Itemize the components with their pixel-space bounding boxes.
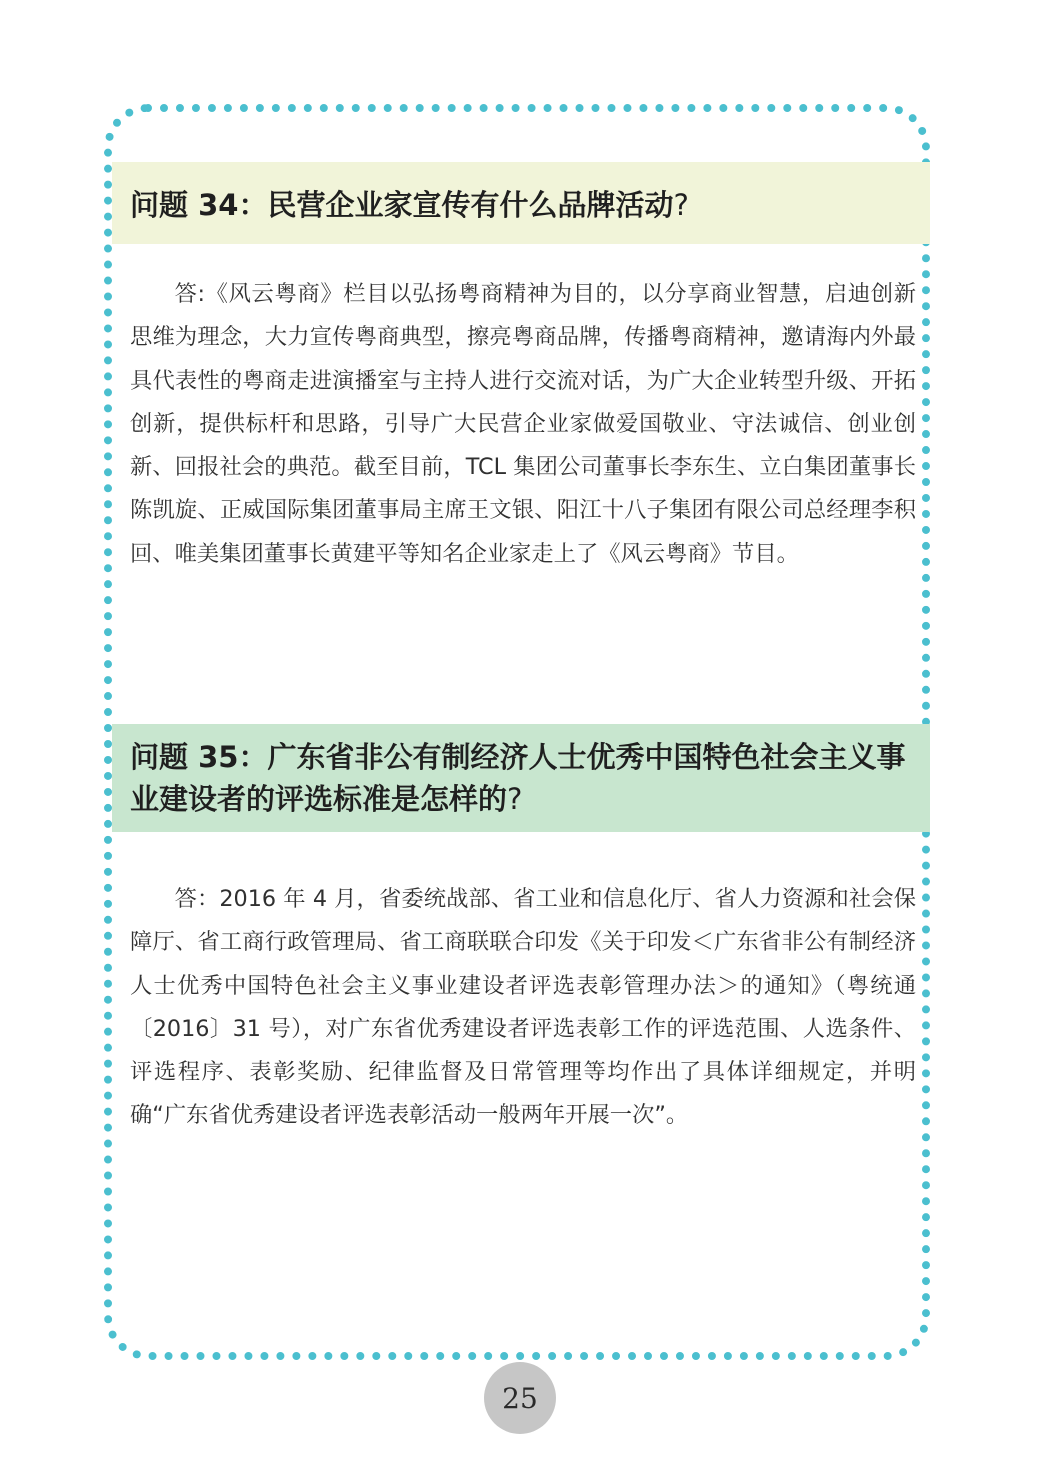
answer-34-text: 答:《风云粤商》栏目以弘扬粤商精神为目的，以分享商业智慧，启迪创新思维为理念，大力宣传粤商典型，擦亮粤商品牌，传播粤商精神，邀请海内外最具代表性的粤商走进演播室与主持人进行交流对话，为广大企业转型升级、开拓创新，提供标杆和思路，引导广大民营企业家做爱国敬业、守法诚信、创业创新、回报社会的典范。截至目前，TCL 集团公司董事长李东生、立白集团董事长陈凯旋、正威国际集团董事局主席王文银、阳江十八子集团有限公司总经理李积回、唯美集团董事长黄建平等知名企业家走上了《风云粤商》节目。 [130, 281, 916, 567]
question-35-title: 问题 35：广东省非公有制经济人士优秀中国特色社会主义事业建设者的评选标准是怎样的 [130, 740, 906, 816]
question-34-mark: ? [673, 187, 689, 222]
answer-35-text: 答：2016 年 4 月，省委统战部、省工业和信息化厅、省人力资源和社会保障厅、省工商行政管理局、省工商联联合印发《关于印发＜广东省非公有制经济人士优秀中国特色社会主义事业建设者评选表彰管理办法＞的通知》（粤统通〔2016〕31 号），对广东省优秀建设者评选表彰工作的评选范围、人选条件、评选程序、表彰奖励、纪律监督及日常管理等均作出了具体详细规定，并明确“广东省优秀建设者评选表彰活动一般两年开展一次”。 [130, 886, 916, 1129]
question-34-title: 问题 34：民营企业家宣传有什么品牌活动 [130, 187, 674, 222]
page-number-badge [484, 1362, 556, 1434]
question-34-heading [112, 162, 930, 244]
question-35-mark: ? [507, 782, 523, 816]
page-number: 25 [502, 1381, 538, 1415]
question-35-heading [112, 724, 930, 832]
